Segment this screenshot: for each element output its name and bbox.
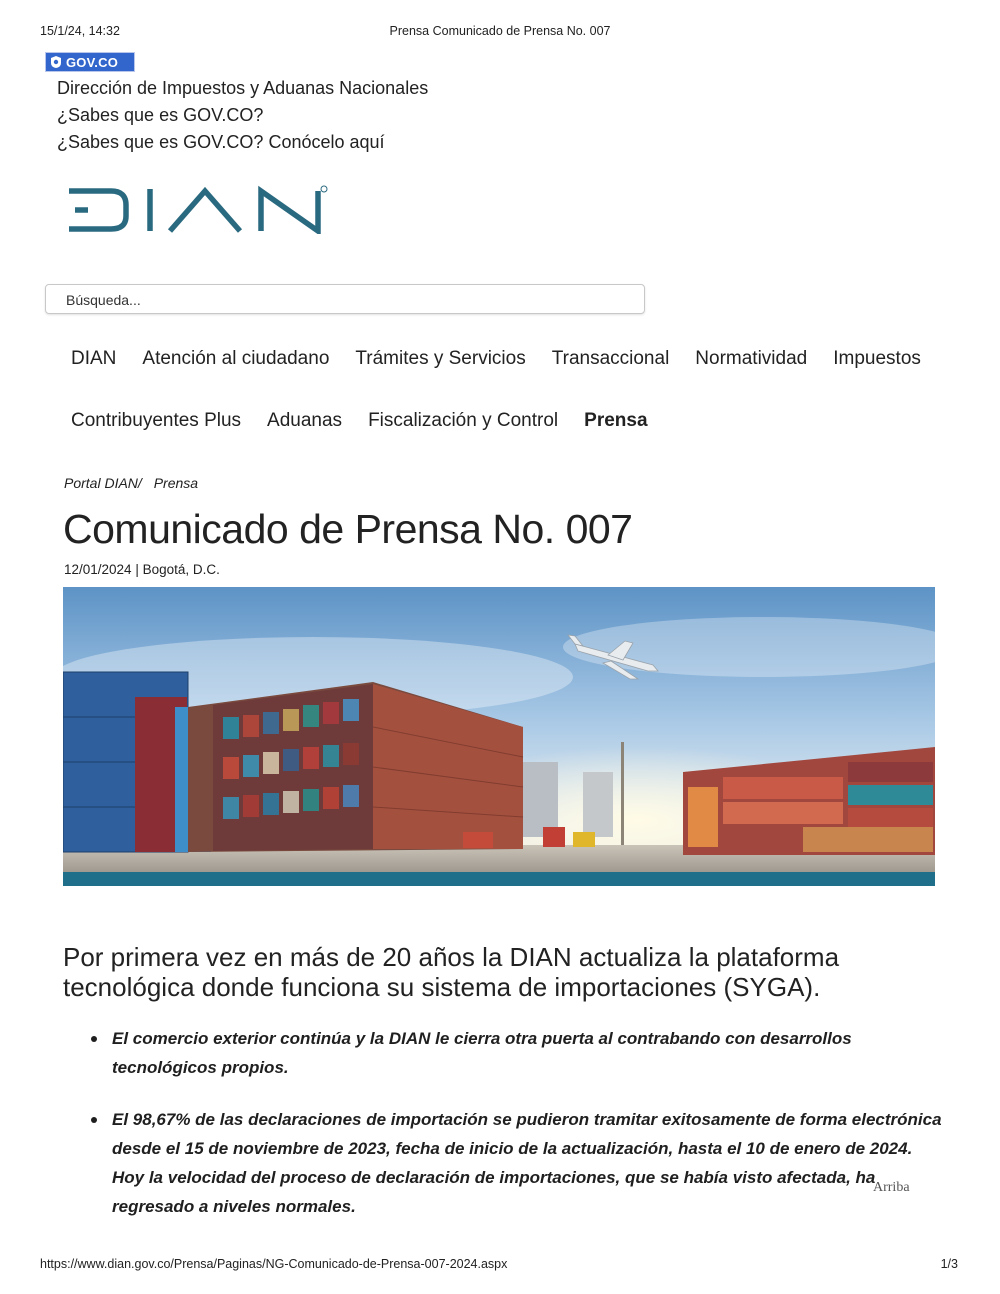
- print-doc-title: Prensa Comunicado de Prensa No. 007: [389, 24, 611, 38]
- print-page-number: 1/3: [940, 1257, 958, 1271]
- page-title: Comunicado de Prensa No. 007: [63, 506, 633, 552]
- colombia-crest-icon: [49, 55, 63, 69]
- search-input[interactable]: [46, 285, 628, 315]
- breadcrumb-portal-dian[interactable]: Portal DIAN/: [64, 475, 142, 491]
- breadcrumb: [64, 475, 206, 491]
- hero-image-containers-port: [63, 587, 935, 886]
- nav-item-aduanas[interactable]: Aduanas: [267, 410, 343, 431]
- govco-label: GOV.CO: [66, 54, 119, 70]
- nav-item-transaccional[interactable]: Transaccional: [551, 348, 670, 369]
- breadcrumb-prensa[interactable]: Prensa: [153, 475, 199, 491]
- nav-item-impuestos[interactable]: Impuestos: [833, 348, 921, 369]
- nav-item-dian[interactable]: DIAN: [71, 348, 117, 369]
- search-box[interactable]: [45, 284, 645, 314]
- govco-link[interactable]: [45, 52, 135, 72]
- link-dian-fullname[interactable]: Dirección de Impuestos y Aduanas Nacionales: [57, 78, 429, 98]
- link-sabes-govco[interactable]: ¿Sabes que es GOV.CO?: [57, 105, 264, 125]
- highlight-item: El 98,67% de las declaraciones de importación se pudieron tramitar exitosamente de forma electrónica desde el 15 de noviembre de 2023, fecha de inicio de la actualización, hasta el 10 de enero de 2024. Hoy la velocidad del proceso de declaración de importaciones, que se había visto afectada, ha regresado a niveles normales.: [63, 1105, 943, 1221]
- nav-item-contribuyentes-plus[interactable]: Contribuyentes Plus: [71, 410, 242, 431]
- dian-logo[interactable]: [66, 184, 328, 234]
- print-url: https://www.dian.gov.co/Prensa/Paginas/NG-Comunicado-de-Prensa-007-2024.aspx: [40, 1257, 508, 1271]
- article-highlights: [63, 1024, 943, 1244]
- back-to-top-link[interactable]: Arriba: [873, 1180, 910, 1195]
- nav-item-normatividad[interactable]: Normatividad: [695, 348, 808, 369]
- nav-item-prensa[interactable]: Prensa: [584, 410, 648, 431]
- highlight-item: El comercio exterior continúa y la DIAN le cierra otra puerta al contrabando con desarrollos tecnológicos propios.: [63, 1024, 943, 1082]
- main-nav-row-2: [71, 410, 674, 432]
- nav-item-atencion[interactable]: Atención al ciudadano: [142, 348, 330, 369]
- print-datetime: 15/1/24, 14:32: [40, 24, 120, 38]
- article-dateline: 12/01/2024 | Bogotá, D.C.: [64, 562, 220, 577]
- nav-item-tramites[interactable]: Trámites y Servicios: [355, 348, 526, 369]
- nav-item-fiscalizacion[interactable]: Fiscalización y Control: [368, 410, 559, 431]
- link-conocelo-aqui[interactable]: ¿Sabes que es GOV.CO? Conócelo aquí: [57, 132, 385, 152]
- article-lead: Por primera vez en más de 20 años la DIAN actualiza la plataforma tecnológica donde funciona su sistema de importaciones (SYGA).: [63, 942, 840, 1002]
- main-nav-row-1: [71, 348, 947, 370]
